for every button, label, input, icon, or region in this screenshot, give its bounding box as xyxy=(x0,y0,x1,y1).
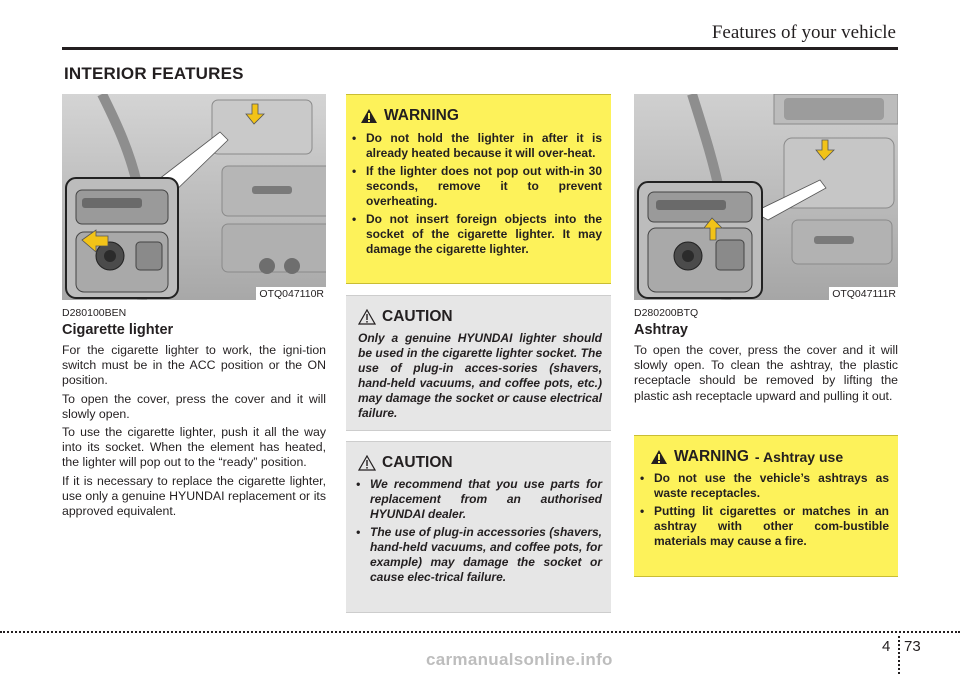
chapter-title: Features of your vehicle xyxy=(711,22,896,43)
caution-title-text: CAUTION xyxy=(382,454,453,471)
caution-title-text: CAUTION xyxy=(382,308,453,325)
ashtray-photo xyxy=(634,94,898,300)
warning-list xyxy=(346,131,611,257)
caution-triangle-icon xyxy=(358,309,376,325)
section-heading: INTERIOR FEATURES xyxy=(64,64,244,83)
ashtray-body xyxy=(634,343,898,407)
footer-rule xyxy=(0,631,960,633)
list-item: • Do not hold the lighter in after it is already heated because it will over-heat. xyxy=(346,131,602,161)
page-number: 73 xyxy=(904,638,921,655)
doc-code: D280100BEN xyxy=(62,307,127,319)
warning-title-text: WARNING xyxy=(674,448,749,465)
doc-code: D280200BTQ xyxy=(634,307,699,319)
list-item: • Do not insert foreign objects into the socket of the cigarette lighter. It may damage the cigarette lighter. xyxy=(346,212,602,257)
caution-list xyxy=(346,477,611,585)
caution-title xyxy=(358,308,611,326)
list-item: • The use of plug-in accessories (shavers, hand-held vacuums, and coffee pots, for example) may damage the socket or cause elec-trical failure. xyxy=(350,525,602,585)
figure-code: OTQ047111R xyxy=(829,287,898,300)
caution-box xyxy=(346,295,611,431)
caution-text: Only a genuine HYUNDAI lighter should be used in the cigarette lighter socket. The use of plug-in acces-sories (shavers, hand-held vacuums, and coffee pots, etc.) may damage the socket or cause electrical failure. xyxy=(358,331,602,420)
list-item: • Do not use the vehicle’s ashtrays as waste receptacles. xyxy=(634,471,889,501)
warning-title xyxy=(360,107,611,125)
cigarette-lighter-photo xyxy=(62,94,326,300)
list-item: • Putting lit cigarettes or matches in an ashtray with other com-bustible materials may cause a fire. xyxy=(634,504,889,549)
header-rule xyxy=(62,47,898,50)
ashtray-illustration xyxy=(634,94,898,300)
paragraph: If it is necessary to replace the cigarette lighter, use only a genuine HYUNDAI replacement or its approved equivalent. xyxy=(62,473,326,519)
warning-triangle-icon xyxy=(360,108,378,124)
cigarette-lighter-illustration xyxy=(62,94,326,300)
subsection-title: Ashtray xyxy=(634,322,688,338)
page-number-separator xyxy=(898,636,900,674)
subsection-title: Cigarette lighter xyxy=(62,322,174,338)
caution-box xyxy=(346,441,611,613)
caution-title xyxy=(358,454,611,472)
warning-title-text: WARNING xyxy=(384,107,459,124)
paragraph: To open the cover, press the cover and it will slowly open. To clean the ashtray, the plastic receptacle should be removed by lifting the plastic ash receptacle upward and pulling it out. xyxy=(634,343,898,403)
warning-box xyxy=(346,94,611,284)
list-item: • We recommend that you use parts for replacement from an authorised HYUNDAI dealer. xyxy=(350,477,602,522)
caution-triangle-icon xyxy=(358,455,376,471)
figure-code: OTQ047110R xyxy=(256,287,326,300)
warning-list xyxy=(634,471,898,549)
watermark: carmanualsonline.info xyxy=(426,650,613,669)
chapter-number: 4 xyxy=(882,638,891,655)
warning-title xyxy=(650,448,898,466)
warning-title-suffix: - Ashtray use xyxy=(754,449,844,465)
list-item: • If the lighter does not pop out with-in 30 seconds, remove it to prevent overheating. xyxy=(346,164,602,209)
paragraph: To open the cover, press the cover and it will slowly open. xyxy=(62,391,326,421)
warning-box xyxy=(634,435,898,577)
paragraph: For the cigarette lighter to work, the igni-tion switch must be in the ACC position or the ON position. xyxy=(62,343,326,388)
paragraph: To use the cigarette lighter, push it all the way into its socket. When the element has heated, the lighter will pop out to the “ready” position. xyxy=(62,425,326,470)
cigarette-body xyxy=(62,343,326,522)
warning-triangle-icon xyxy=(650,449,668,465)
